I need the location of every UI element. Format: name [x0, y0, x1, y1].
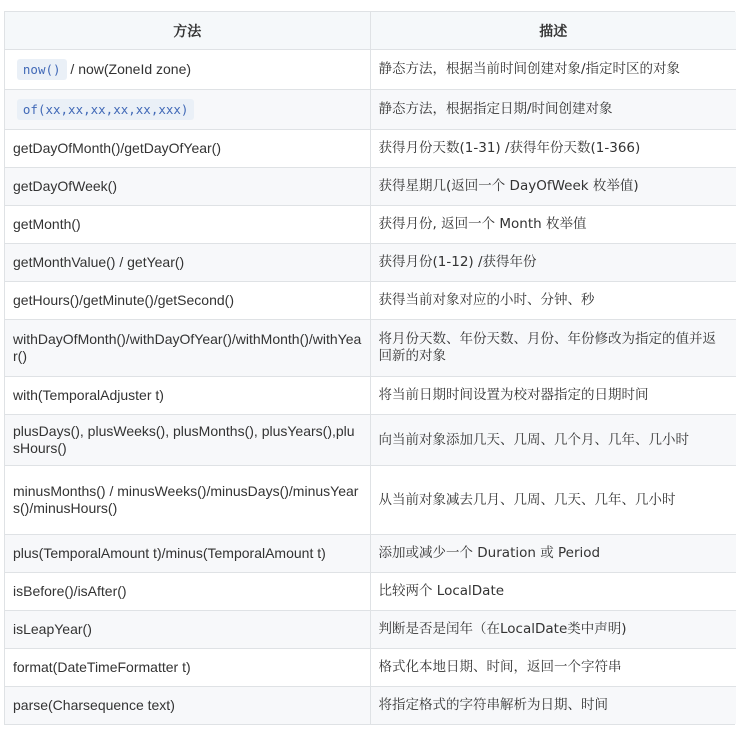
method-cell: plusDays(), plusWeeks(), plusMonths(), plusYears(),plusHours() [5, 415, 370, 466]
header-method: 方法 [5, 12, 370, 50]
method-cell: getDayOfWeek() [5, 168, 370, 206]
description-cell: 获得当前对象对应的小时、分钟、秒 [370, 282, 736, 320]
methods-table-container [4, 11, 735, 725]
method-text: / now(ZoneId zone) [66, 61, 192, 77]
method-cell: parse(Charsequence text) [5, 687, 370, 724]
table-row [5, 244, 736, 282]
table-header-row [5, 12, 736, 50]
method-cell [5, 50, 370, 90]
description-cell: 获得月份, 返回一个 Month 枚举值 [370, 206, 736, 244]
table-row [5, 320, 736, 377]
method-cell: minusMonths() / minusWeeks()/minusDays()/minusYears()/minusHours() [5, 466, 370, 535]
description-cell: 静态方法，根据指定日期/时间创建对象 [370, 90, 736, 130]
description-cell: 静态方法，根据当前时间创建对象/指定时区的对象 [370, 50, 736, 90]
table-row [5, 415, 736, 466]
description-cell: 获得月份(1-12) /获得年份 [370, 244, 736, 282]
method-cell: format(DateTimeFormatter t) [5, 649, 370, 687]
method-code: of(xx,xx,xx,xx,xx,xxx) [17, 99, 195, 120]
description-cell: 比较两个 LocalDate [370, 573, 736, 611]
method-cell: with(TemporalAdjuster t) [5, 377, 370, 415]
description-cell: 将月份天数、年份天数、月份、年份修改为指定的值并返回新的对象 [370, 320, 736, 377]
method-code: now() [17, 59, 67, 80]
table-row [5, 206, 736, 244]
description-cell: 判断是否是闰年（在LocalDate类中声明) [370, 611, 736, 649]
method-cell: getDayOfMonth()/getDayOfYear() [5, 130, 370, 168]
method-cell: withDayOfMonth()/withDayOfYear()/withMonth()/withYear() [5, 320, 370, 377]
description-cell: 获得月份天数(1-31) /获得年份天数(1-366) [370, 130, 736, 168]
table-row [5, 535, 736, 573]
description-cell: 向当前对象添加几天、几周、几个月、几年、几小时 [370, 415, 736, 466]
description-cell: 将指定格式的字符串解析为日期、时间 [370, 687, 736, 724]
table-row [5, 466, 736, 535]
description-cell: 格式化本地日期、时间，返回一个字符串 [370, 649, 736, 687]
table-row [5, 90, 736, 130]
method-cell [5, 90, 370, 130]
method-cell: getMonth() [5, 206, 370, 244]
table-row [5, 50, 736, 90]
method-cell: getMonthValue() / getYear() [5, 244, 370, 282]
method-cell: isBefore()/isAfter() [5, 573, 370, 611]
table-row [5, 611, 736, 649]
table-row [5, 130, 736, 168]
method-cell: isLeapYear() [5, 611, 370, 649]
table-row [5, 573, 736, 611]
method-cell: getHours()/getMinute()/getSecond() [5, 282, 370, 320]
description-cell: 获得星期几(返回一个 DayOfWeek 枚举值) [370, 168, 736, 206]
table-row [5, 377, 736, 415]
description-cell: 从当前对象减去几月、几周、几天、几年、几小时 [370, 466, 736, 535]
table-row [5, 687, 736, 724]
table-row [5, 168, 736, 206]
description-cell: 添加或减少一个 Duration 或 Period [370, 535, 736, 573]
header-description: 描述 [370, 12, 736, 50]
description-cell: 将当前日期时间设置为校对器指定的日期时间 [370, 377, 736, 415]
method-cell: plus(TemporalAmount t)/minus(TemporalAmount t) [5, 535, 370, 573]
table-row [5, 282, 736, 320]
methods-table [5, 12, 736, 724]
table-row [5, 649, 736, 687]
